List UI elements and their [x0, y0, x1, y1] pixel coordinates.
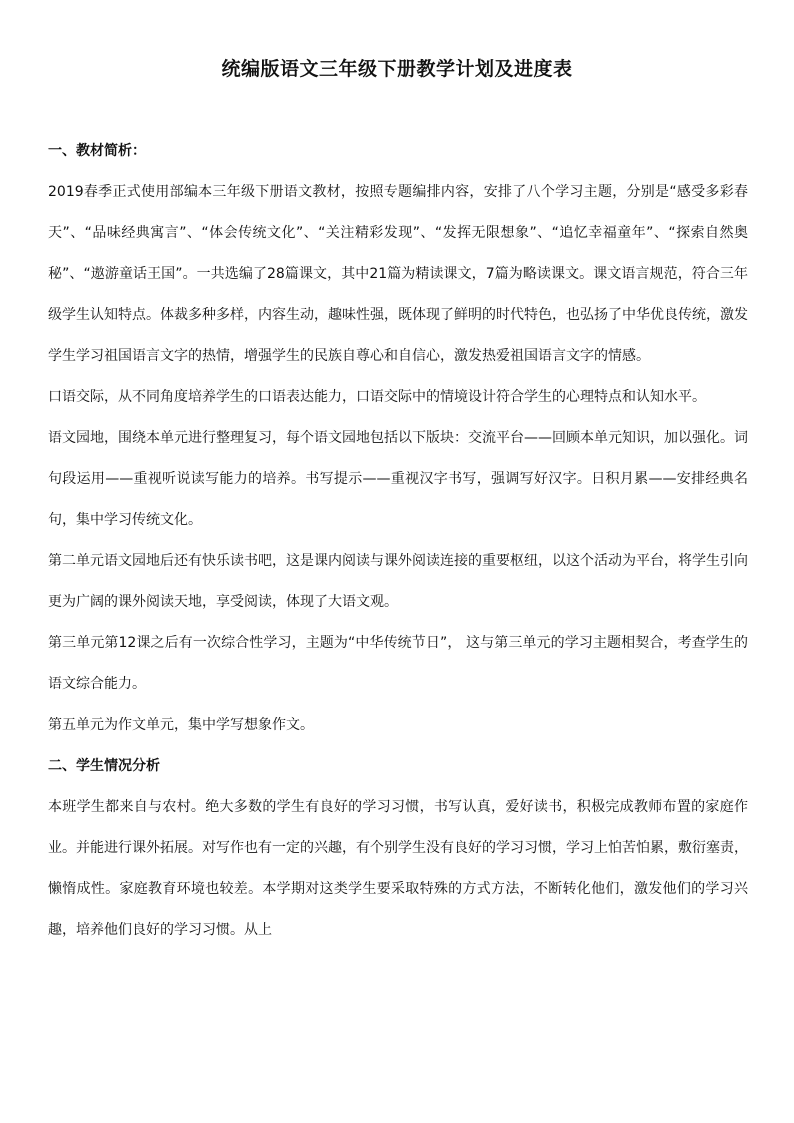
paragraph-comprehensive-study: 第三单元第12课之后有一次综合性学习，主题为“中华传统节日”， 这与第三单元的学习主题相契合，考查学生的语文综合能力。	[48, 635, 748, 692]
document-body	[48, 131, 748, 951]
paragraph-oral-communication: 口语交际，从不同角度培养学生的口语表达能力，口语交际中的情境设计符合学生的心理特点和认知水平。	[48, 389, 706, 405]
paragraph-writing-unit: 第五单元为作文单元，集中学写想象作文。	[48, 717, 314, 733]
paragraph-language-garden: 语文园地，围绕本单元进行整理复习，每个语文园地包括以下版块：交流平台——回顾本单元知识，加以强化。词句段运用——重视听说读写能力的培养。书写提示——重视汉字书写，强调写好汉字。日积月累——安排经典名句，集中学习传统文化。	[48, 430, 748, 528]
paragraph-textbook-overview: 2019春季正式使用部编本三年级下册语文教材，按照专题编排内容，安排了八个学习主题，分别是“感受多彩春天”、“品味经典寓言”、“体会传统文化”、“关注精彩发现”、“发挥无限想象”、“追忆幸福童年”、“探索自然奥秘”、“遨游童话王国”。一共选编了28篇课文，其中21篇为精读课文，7篇为略读课文。课文语言规范，符合三年级学生认知特点。体裁多种多样，内容生动，趣味性强，既体现了鲜明的时代特色，也弘扬了中华优良传统，激发学生学习祖国语言文字的热情，增强学生的民族自尊心和自信心，激发热爱祖国语言文字的情感。	[48, 184, 748, 364]
section-heading-student-analysis: 二、学生情况分析	[48, 758, 160, 774]
section-heading-textbook-analysis: 一、教材简析：	[48, 143, 146, 159]
document-title: 统编版语文三年级下册教学计划及进度表	[221, 58, 573, 80]
paragraph-student-situation: 本班学生都来自与农村。绝大多数的学生有良好的学习习惯，书写认真，爱好读书，积极完成教师布置的家庭作业。并能进行课外拓展。对写作也有一定的兴趣，有个别学生没有良好的学习习惯，学习上怕苦怕累，敷衍塞责，懒惰成性。家庭教育环境也较差。本学期对这类学生要采取特殊的方式方法，不断转化他们，激发他们的学习兴趣，培养他们良好的学习习惯。从上	[48, 799, 748, 938]
paragraph-happy-reading: 第二单元语文园地后还有快乐读书吧，这是课内阅读与课外阅读连接的重要枢纽，以这个活动为平台，将学生引向更为广阔的课外阅读天地，享受阅读，体现了大语文观。	[48, 553, 748, 610]
